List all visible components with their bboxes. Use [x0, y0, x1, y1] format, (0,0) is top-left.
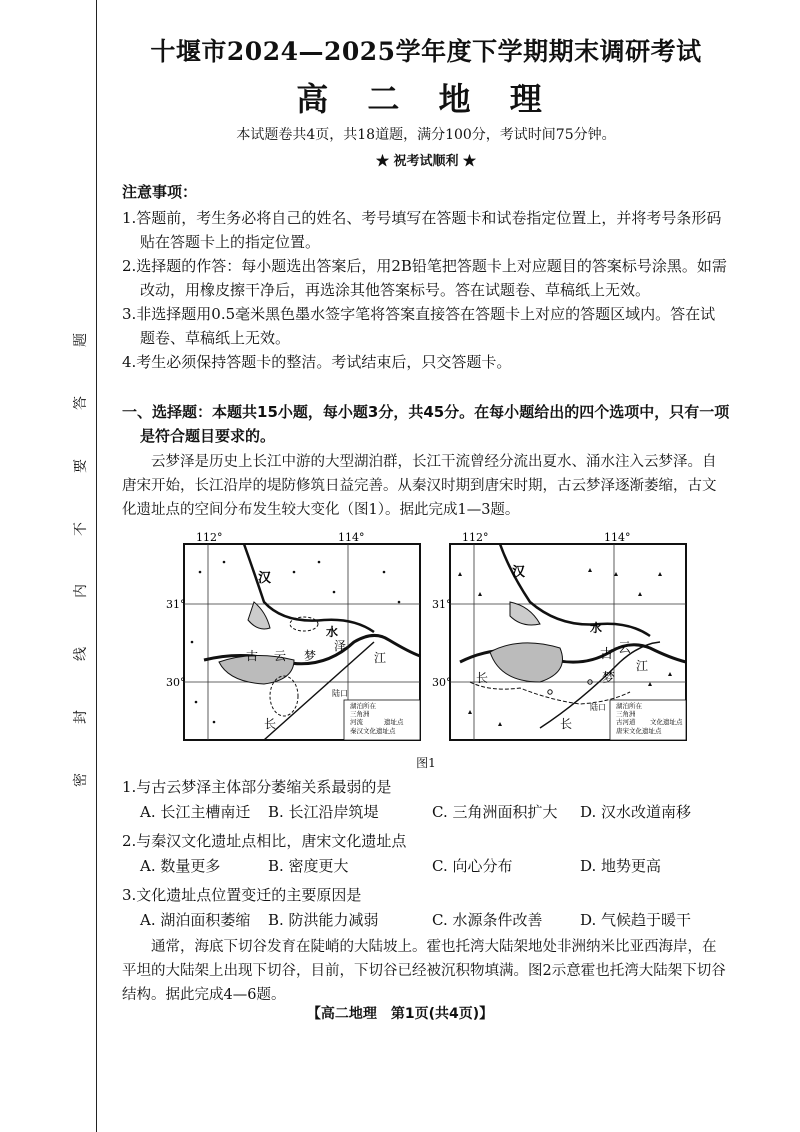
lon-label: 114° — [338, 531, 365, 544]
notice-item: 2.选择题的作答：每小题选出答案后，用2B铅笔把答题卡上对应题目的答案标号涂黑。如需改动，用橡皮擦干净后，再选涂其他答案标号。答在试题卷、草稿纸上无效。 — [122, 257, 727, 299]
meng-label: 梦 — [304, 649, 317, 663]
jiang-label: 江 — [374, 651, 387, 665]
lat-label: 30° — [432, 676, 452, 689]
shui-label: 水 — [326, 625, 339, 639]
passage-1: 云梦泽是历史上长江中游的大型湖泊群，长江干流曾经分流出夏水、涌水注入云梦泽。自唐宋开始，长江沿岸的堤防修筑日益完善。从秦汉时期到唐宋时期，古云梦泽逐渐萎缩，古文化遗址点的空间分布发生较大变化（图1）。据此完成1—3题。 — [122, 454, 717, 518]
option: D. 气候趋于暖干 — [580, 911, 692, 929]
passage-2: 通常，海底下切谷发育在陡峭的大陆坡上。霍也托湾大陆架地处非洲纳米比亚西海岸，在平坦的大陆架上出现下切谷，目前，下切谷已经被沉积物填满。图2示意霍也托湾大陆架下切谷结构。据此完成4—6题。 — [122, 939, 726, 1003]
option: A. 长江主槽南迁 — [140, 803, 251, 821]
gu-label: 古 — [600, 647, 614, 662]
binding-char: 密 — [73, 772, 89, 787]
question-options — [122, 908, 730, 933]
meng-label: 梦 — [602, 671, 616, 686]
option: B. 防洪能力减弱 — [268, 911, 379, 929]
binding-char: 内 — [73, 584, 89, 599]
option: B. 长江沿岸筑堤 — [268, 803, 379, 821]
option: D. 汉水改道南移 — [580, 803, 692, 821]
han-label: 汉 — [512, 565, 526, 580]
question-stem: 1.与古云梦泽主体部分萎缩关系最弱的是 — [122, 778, 392, 796]
chang-label: 长 — [264, 717, 277, 731]
figure-caption: 图1 — [416, 756, 436, 770]
lon-label: 114° — [604, 531, 631, 544]
yun-label: 云 — [618, 641, 632, 656]
legend-item: 湖泊所在 — [616, 702, 642, 710]
question-options — [122, 854, 730, 879]
option: C. 水源条件改善 — [432, 911, 543, 929]
option: A. 湖泊面积萎缩 — [140, 911, 251, 929]
subject-title: 高 二 地 理 — [296, 80, 556, 118]
legend-item: 三角洲 — [616, 710, 636, 718]
notice-heading: 注意事项： — [122, 183, 198, 201]
page-footer: 【高二地理 第1页(共4页)】 — [306, 1006, 494, 1022]
legend-item: 湖泊所在 — [350, 702, 376, 710]
binding-margin-line — [96, 0, 97, 1132]
legend-item: 秦汉文化遗址点 — [350, 727, 396, 735]
lat-label: 31° — [166, 598, 186, 611]
binding-char: 线 — [73, 647, 89, 662]
question-stem: 3.文化遗址点位置变迁的主要原因是 — [122, 886, 362, 904]
section-heading: 一、选择题：本题共15小题，每小题3分，共45分。在每小题给出的四个选项中，只有一项是符合题目要求的。 — [122, 403, 730, 445]
legend-item: 三角洲 — [350, 710, 370, 718]
map-tangsong — [432, 531, 720, 754]
legend-item: 文化遗址点 — [650, 718, 683, 726]
question-stem: 2.与秦汉文化遗址点相比，唐宋文化遗址点 — [122, 832, 407, 850]
exam-info: 本试题卷共4页，共18道题，满分100分，考试时间75分钟。 — [236, 127, 616, 143]
notice-item: 3.非选择题用0.5毫米黑色墨水签字笔将答案直接答在答题卡上对应的答题区域内。答在试题卷、草稿纸上无效。 — [122, 305, 716, 347]
legend-item: 唐宋文化遗址点 — [616, 727, 662, 735]
option: C. 向心分布 — [432, 857, 513, 875]
good-luck-banner: ★ 祝考试顺利 ★ — [375, 154, 477, 169]
binding-char: 要 — [73, 458, 89, 473]
legend-item: 古河道 — [616, 718, 636, 726]
chang-label-2: 长 — [560, 717, 573, 731]
binding-char: 答 — [73, 395, 89, 410]
binding-warning — [70, 330, 90, 790]
gu-label: 古 — [246, 649, 259, 663]
yun-label: 云 — [274, 649, 287, 663]
chang-label: 长 — [476, 671, 489, 685]
map-qinhan — [166, 531, 454, 754]
question-options — [122, 800, 730, 825]
option: A. 数量更多 — [140, 857, 221, 875]
han-label: 汉 — [258, 571, 272, 586]
binding-char: 封 — [73, 710, 89, 725]
option: D. 地势更高 — [580, 857, 662, 875]
lukou-label: 陆口 — [590, 703, 606, 712]
ze-label: 泽 — [334, 639, 347, 653]
lon-label: 112° — [196, 531, 223, 544]
binding-char: 不 — [73, 521, 89, 536]
option: C. 三角洲面积扩大 — [432, 803, 558, 821]
notice-item: 1.答题前，考生务必将自己的姓名、考号填写在答题卡和试卷指定位置上，并将考号条形码贴在答题卡上的指定位置。 — [122, 209, 722, 251]
legend-item: 河流 — [350, 718, 363, 726]
legend-item: 遗址点 — [384, 718, 404, 726]
lat-label: 30° — [166, 676, 186, 689]
lukou-label: 陆口 — [332, 689, 348, 698]
exam-page — [122, 28, 730, 1007]
exam-title: 十堰市2024—2025学年度下学期期末调研考试 — [150, 37, 702, 66]
notice-item: 4.考生必须保持答题卡的整洁。考试结束后，只交答题卡。 — [122, 353, 512, 371]
shui-label: 水 — [590, 621, 603, 635]
jiang-label: 江 — [636, 659, 649, 673]
lon-label: 112° — [462, 531, 489, 544]
figure-1-maps — [122, 532, 730, 754]
lat-label: 31° — [432, 598, 452, 611]
option: B. 密度更大 — [268, 857, 349, 875]
binding-char: 题 — [73, 333, 89, 347]
